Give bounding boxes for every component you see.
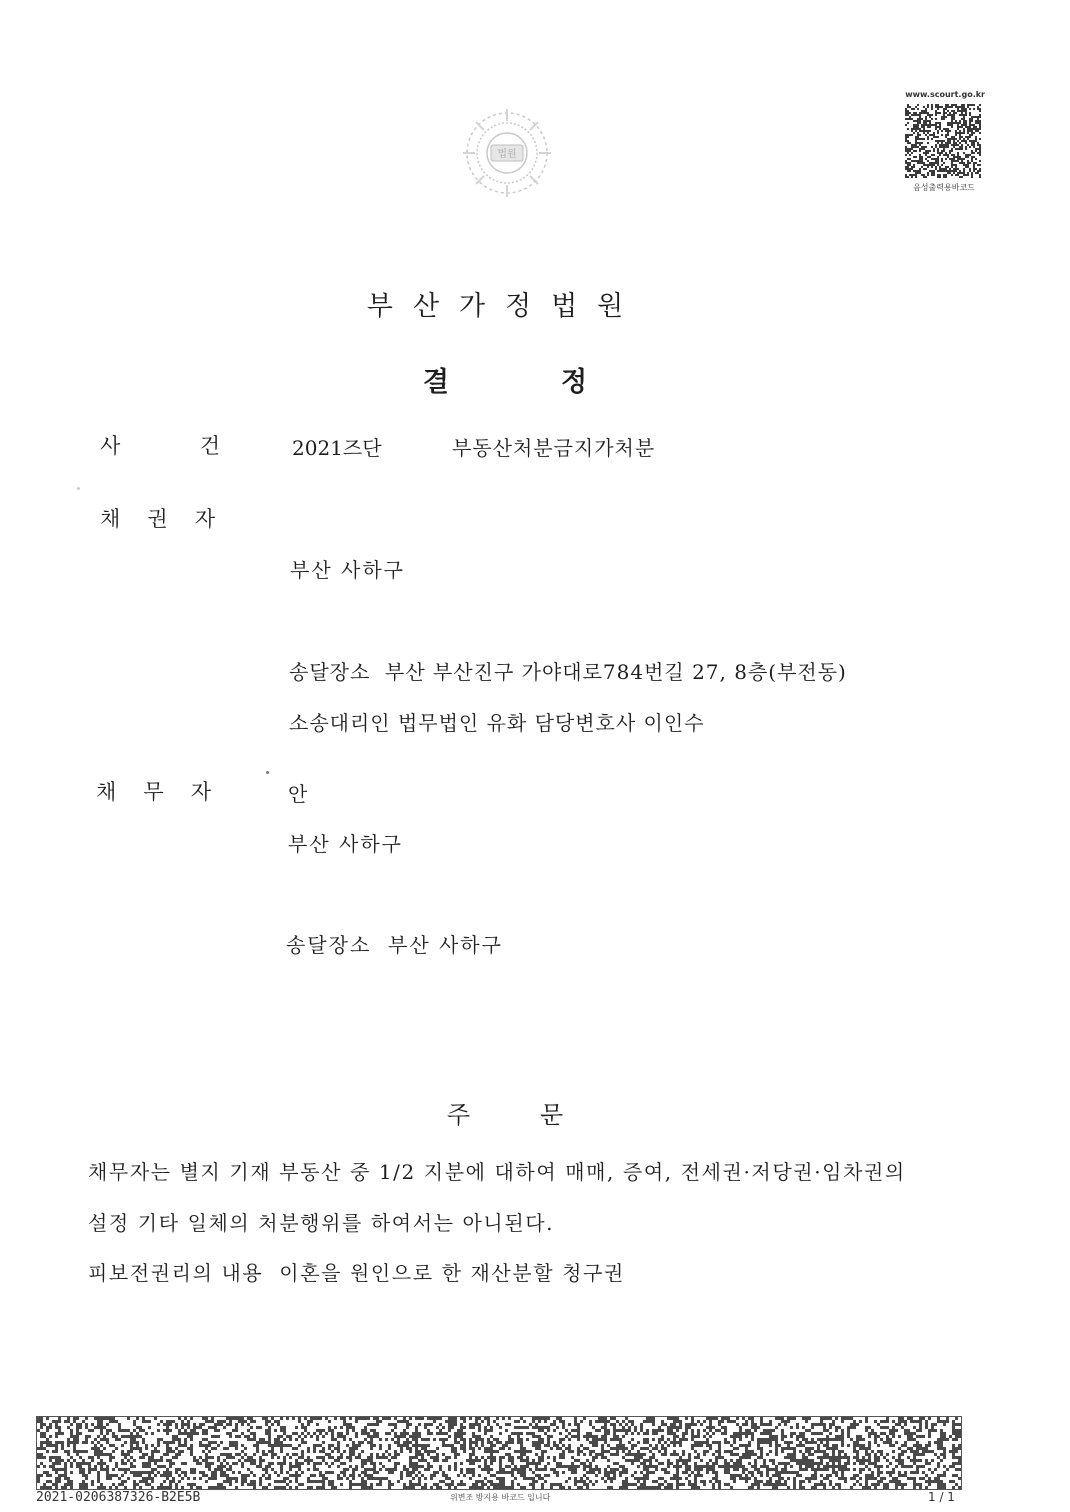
case-number: 2021즈단 [292, 436, 382, 460]
creditor-agent: 소송대리인 법무법인 유화 담당변호사 이인수 [289, 711, 705, 735]
case-name: 부동산처분금지가처분 [452, 436, 656, 460]
debtor-address: 부산 사하구 [288, 832, 403, 856]
case-label [100, 430, 220, 460]
creditor-address: 부산 사하구 [290, 558, 405, 582]
debtor-label-char: 자 [190, 780, 211, 804]
order-heading: 주문 [446, 1101, 634, 1129]
court-name: 부산가정법원 [366, 291, 644, 322]
document-id: 2021-0206387326-B2E5B [36, 1490, 201, 1505]
page-number: 1 / 1 [928, 1490, 955, 1504]
qr-url: www.scourt.go.kr [905, 90, 985, 99]
document-title: 결정 [422, 367, 700, 398]
creditor-label-char: 자 [194, 507, 215, 531]
debtor-label-char: 무 [143, 780, 164, 804]
qr-code-icon [905, 104, 981, 178]
court-seal-icon [455, 105, 560, 200]
scan-speck [266, 771, 269, 774]
debtor-label [96, 776, 211, 806]
creditor-label-char: 권 [147, 507, 168, 531]
debtor-label-char: 채 [96, 780, 117, 804]
creditor-label-char: 채 [100, 507, 121, 531]
scan-speck [77, 487, 80, 490]
debtor-name: 안 [288, 782, 308, 806]
creditor-label [100, 503, 215, 533]
order-line: 채무자는 별지 기재 부동산 중 1/2 지분에 대하여 매매, 증여, 전세권·저당권·임차권의 [88, 1160, 906, 1184]
qr-caption: 음성출력용바코드 [913, 183, 975, 192]
order-line: 설정 기타 일체의 처분행위를 하여서는 아니된다. [88, 1211, 555, 1235]
creditor-delivery-address: 송달장소 부산 부산진구 가야대로784번길 27, 8층(부전동) [289, 660, 847, 684]
case-label-char: 건 [199, 434, 220, 458]
svg-text:법원: 법원 [497, 149, 517, 160]
case-label-char: 사 [100, 434, 121, 458]
debtor-delivery-address: 송달장소 부산 사하구 [286, 933, 503, 957]
anti-forgery-barcode-icon [36, 1416, 962, 1490]
order-line: 피보전권리의 내용 이혼을 원인으로 한 재산분할 청구권 [88, 1261, 625, 1285]
barcode-note: 위변조 방지용 바코드 입니다 [450, 1493, 551, 1502]
